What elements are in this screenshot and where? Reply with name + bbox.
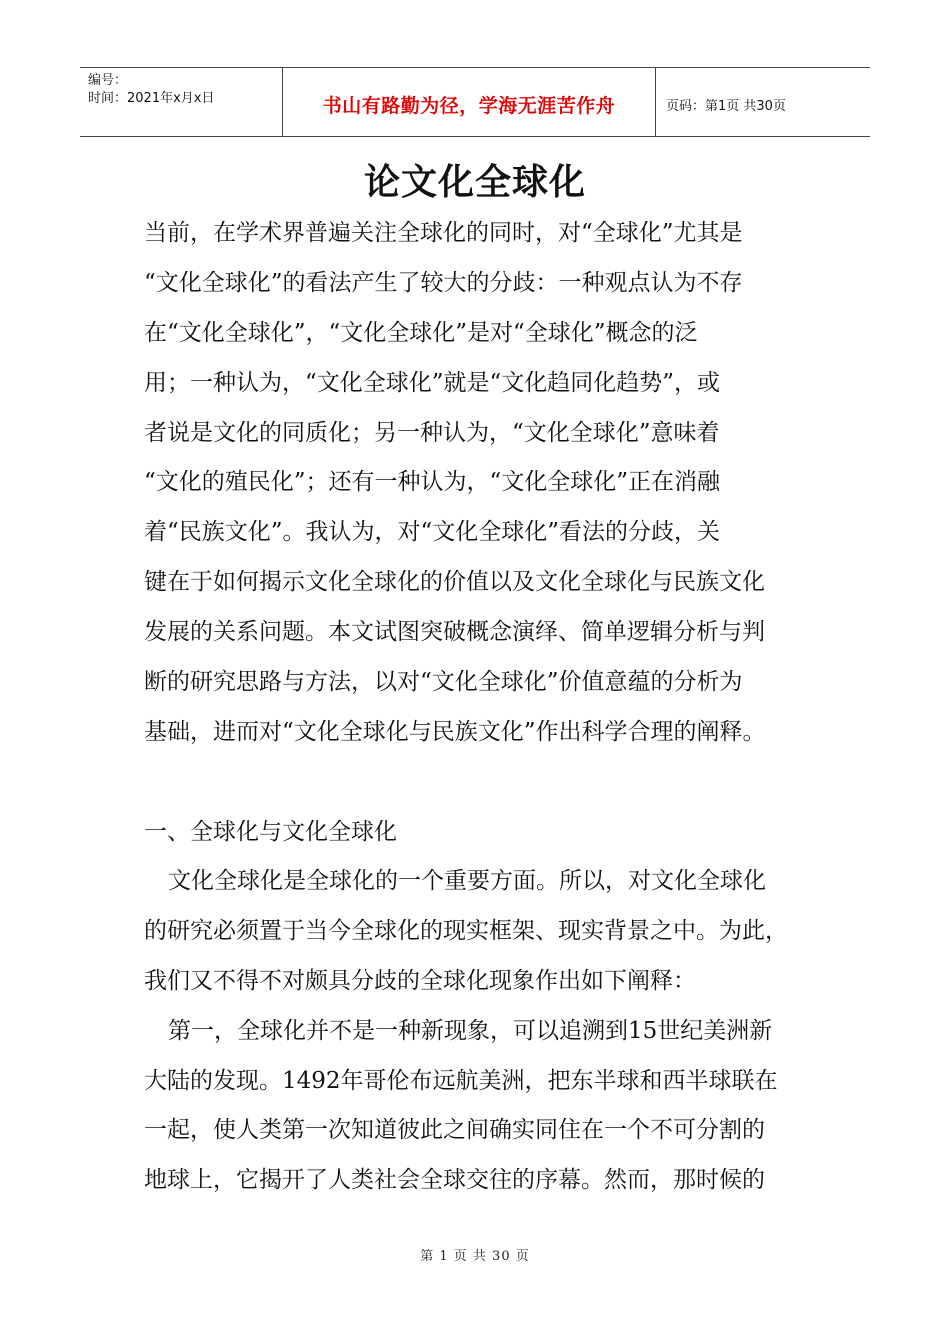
body-line: 地球上，它揭开了人类社会全球交往的序幕。然而，那时候的 <box>144 1167 765 1193</box>
body-line: 发展的关系问题。本文试图突破概念演绎、简单逻辑分析与判 <box>144 619 765 645</box>
body-line: 大陆的发现。1492年哥伦布远航美洲，把东半球和西半球联在 <box>144 1068 778 1094</box>
page-footer: 第 1 页 共 30 页 <box>420 1249 530 1264</box>
body-line: 我们又不得不对颇具分歧的全球化现象作出如下阐释： <box>144 968 696 994</box>
body-line: 在“文化全球化”，“文化全球化”是对“全球化”概念的泛 <box>144 320 698 346</box>
serial-number-label: 编号： <box>88 73 128 88</box>
body-line: 键在于如何揭示文化全球化的价值以及文化全球化与民族文化 <box>144 569 765 595</box>
page-info-text: 页码：第1页 共30页 <box>666 98 786 114</box>
body-line: “文化全球化”的看法产生了较大的分歧：一种观点认为不存 <box>144 270 743 296</box>
body-line: “文化的殖民化”；还有一种认为，“文化全球化”正在消融 <box>144 469 721 495</box>
body-line: 者说是文化的同质化；另一种认为，“文化全球化”意味着 <box>144 420 720 446</box>
motto-cell <box>282 68 656 136</box>
header-meta-cell <box>80 68 282 136</box>
body-line: 当前，在学术界普遍关注全球化的同时，对“全球化”尤其是 <box>144 220 743 246</box>
body-line: 断的研究思路与方法，以对“文化全球化”价值意蕴的分析为 <box>144 669 743 695</box>
body-line: 的研究必须置于当今全球化的现实框架、现实背景之中。为此， <box>144 918 788 944</box>
body-line: 一起，使人类第一次知道彼此之间确实同住在一个不可分割的 <box>144 1117 765 1143</box>
date-label: 时间：2021年x月x日 <box>88 91 215 106</box>
body-line: 着“民族文化”。我认为，对“文化全球化”看法的分歧，关 <box>144 519 721 545</box>
document-title: 论文化全球化 <box>363 162 586 203</box>
body-line: 文化全球化是全球化的一个重要方面。所以，对文化全球化 <box>168 868 766 894</box>
page-info-cell <box>656 68 870 136</box>
body-line: 用；一种认为，“文化全球化”就是“文化趋同化趋势”，或 <box>144 370 721 396</box>
section-heading: 一、全球化与文化全球化 <box>144 819 397 845</box>
motto-text: 书山有路勤为径，学海无涯苦作舟 <box>322 94 616 117</box>
body-line: 基础，进而对“文化全球化与民族文化”作出科学合理的阐释。 <box>144 719 766 745</box>
body-line: 第一，全球化并不是一种新现象，可以追溯到15世纪美洲新 <box>168 1018 773 1044</box>
document-header <box>80 67 870 137</box>
